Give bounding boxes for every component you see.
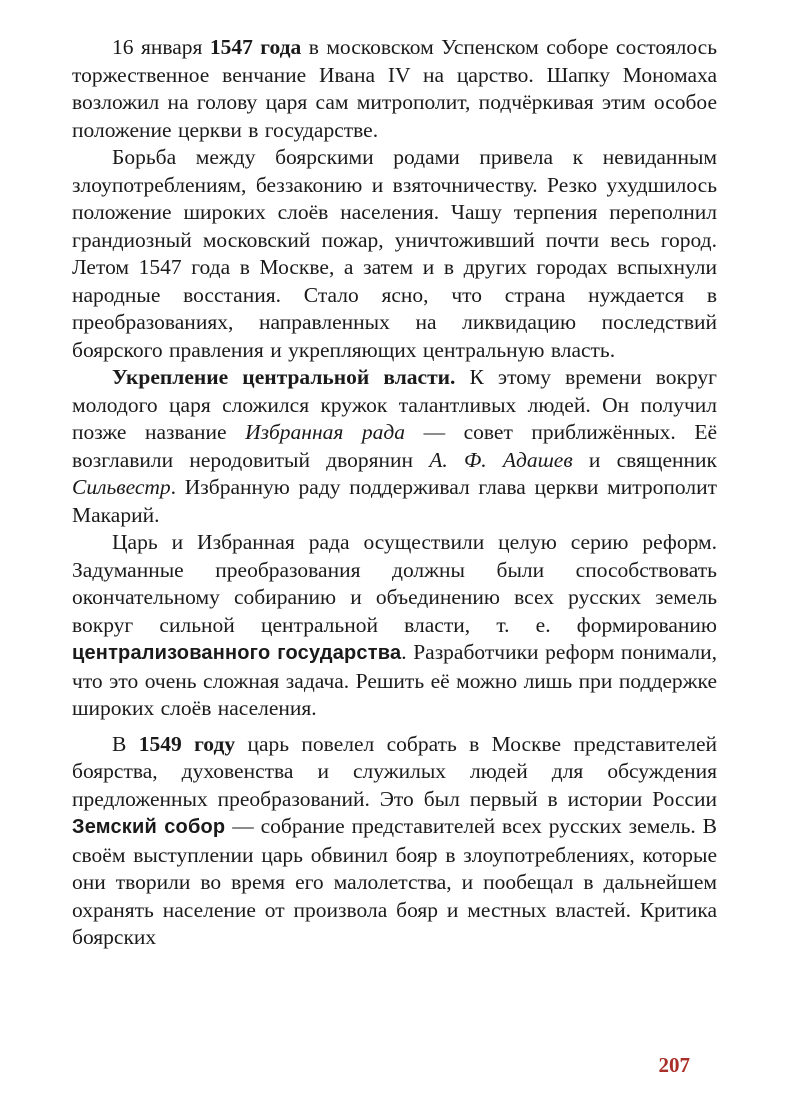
text-run-bs: централизованного государства (72, 642, 402, 664)
text-run: в московском Успенском соборе состоялось торжественное венчание Ивана IV на царство. Шапку Мономаха возложил на голову царя сам митрополит, подчёркивая этим особое положение церкви в государстве. (72, 35, 717, 142)
text-run: — собрание представителей всех русских земель. В своём выступлении царь обвинил бояр в злоупотреблениях, которые они творили во время его малолетства, и пообещал в дальнейшем охранять население от произвола бояр и местных властей. Критика боярских (72, 814, 717, 949)
text-run: . Разработчики реформ понимали, что это очень сложная задача. Решить её можно лишь при поддержке широких слоёв населения. (72, 640, 717, 720)
paragraph (72, 34, 717, 144)
text-run-b: Укрепление центральной власти. (112, 365, 456, 389)
text-run-i: Сильвестр (72, 475, 171, 499)
text-run-i: А. Ф. Адашев (429, 447, 573, 472)
text-run-i: Избранная рада (245, 420, 406, 444)
page-number: 207 (658, 1053, 690, 1077)
text-run: В (112, 731, 139, 756)
text-run-b: 1549 году (138, 731, 236, 756)
text-run-b: 1547 года (209, 35, 302, 59)
text-run: 16 января (112, 35, 210, 59)
paragraph (72, 731, 717, 952)
paragraph (72, 364, 717, 529)
text-run: Царь и Избранная рада осуществили целую серию реформ. Задуманные преобразования должны были способствовать окончательному собиранию и объединению всех русских земель вокруг сильной центральной власти, т. е. формированию (72, 530, 717, 637)
paragraph (72, 529, 717, 723)
page-footer (659, 1053, 691, 1078)
text-run: — совет приближённых. Её возглавили неродовитый дворянин (72, 420, 717, 472)
text-run: и священник (572, 447, 717, 472)
text-run: . Избранную раду поддерживал глава церкви митрополит Макарий. (72, 475, 717, 527)
text-block (72, 34, 717, 952)
paragraph (72, 144, 717, 364)
text-run-bs: Земский собор (72, 816, 226, 838)
text-run: царь повелел собрать в Москве представителей боярства, духовенства и служилых людей для обсуждения предложенных преобразований. Это был первый в истории России (72, 731, 718, 811)
text-run: Борьба между боярскими родами привела к невиданным злоупотреблениям, беззаконию и взяточничеству. Резко ухудшилось положение широких слоёв населения. Чашу терпения переполнил грандиозный московский пожар, уничтоживший почти весь город. Летом 1547 года в Москве, а затем и в других городах вспыхнули народные восстания. Стало ясно, что страна нуждается в преобразованиях, направленных на ликвидацию последствий боярского правления и укрепляющих центральную власть. (72, 145, 717, 362)
text-run: К этому времени вокруг молодого царя сложился кружок талантливых людей. Он получил позже название (72, 365, 717, 444)
